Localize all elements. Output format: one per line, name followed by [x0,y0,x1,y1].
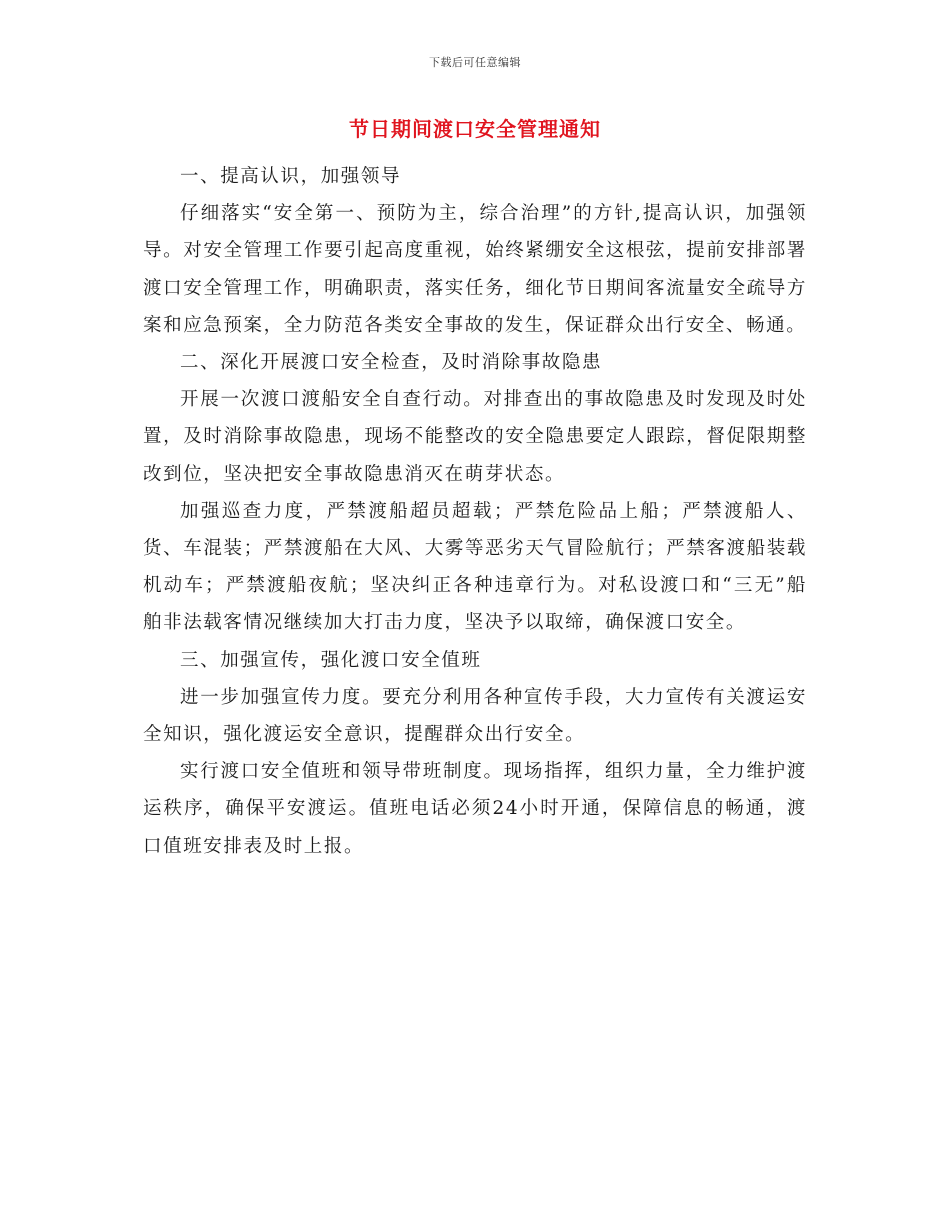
paragraph-1: 仔细落实“安全第一、预防为主，综合治理”的方针,提高认识，加强领导。对安全管理工作要引起高度重视，始终紧绷安全这根弦，提前安排部署渡口安全管理工作，明确职责，落实任务，细化节日期间客流量安全疏导方案和应急预案，全力防范各类安全事故的发生，保证群众出行安全、畅通。 [143,203,807,336]
document-title: 节日期间渡口安全管理通知 [349,117,601,141]
paragraph-4: 进一步加强宣传力度。要充分利用各种宣传手段，大力宣传有关渡运安全知识，强化渡运安全意识，提醒群众出行安全。 [143,686,807,746]
section-heading-3: 三、加强宣传，强化渡口安全值班 [180,649,482,671]
section-heading-2: 二、深化开展渡口安全检查，及时消除事故隐患 [180,352,603,374]
paragraph-5: 实行渡口安全值班和领导带班制度。现场指挥，组织力量，全力维护渡运秩序，确保平安渡运。值班电话必须24小时开通，保障信息的畅通，渡口值班安排表及时上报。 [143,761,807,857]
paragraph-3: 加强巡查力度，严禁渡船超员超载；严禁危险品上船；严禁渡船人、货、车混装；严禁渡船在大风、大雾等恶劣天气冒险航行；严禁客渡船装载机动车；严禁渡船夜航；坚决纠正各种违章行为。对私设渡口和“三无”船舶非法载客情况继续加大打击力度，坚决予以取缔，确保渡口安全。 [143,500,807,634]
paragraph-2: 开展一次渡口渡船安全自查行动。对排查出的事故隐患及时发现及时处置，及时消除事故隐患，现场不能整改的安全隐患要定人跟踪，督促限期整改到位，坚决把安全事故隐患消灭在萌芽状态。 [143,389,807,485]
header-note: 下载后可任意编辑 [429,56,521,69]
document-body [143,158,807,865]
section-heading-1: 一、提高认识，加强领导 [180,166,402,187]
